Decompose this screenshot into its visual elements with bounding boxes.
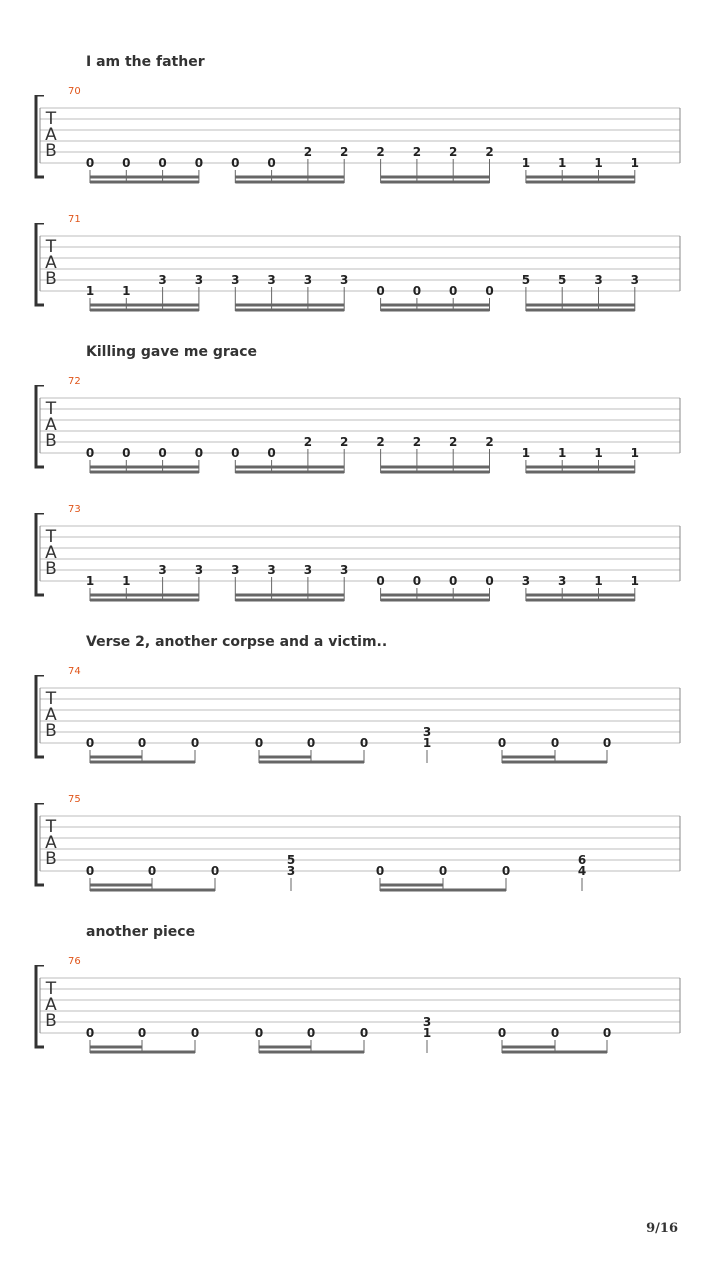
fret-number: 0 [85, 1026, 95, 1040]
fret-number: 3 [194, 273, 204, 287]
tab-clef-letter: B [45, 559, 57, 579]
fret-number: 0 [306, 736, 316, 750]
measure-number: 72 [68, 376, 81, 387]
fret-number: 0 [497, 736, 507, 750]
tab-clef-letter: B [45, 141, 57, 161]
fret-number: 0 [85, 736, 95, 750]
fret-number: 3 [422, 725, 432, 739]
fret-number: 3 [158, 563, 167, 577]
tab-staff [0, 513, 720, 613]
tab-staff [0, 95, 720, 195]
tab-clef-letter: A [45, 253, 57, 273]
fret-number: 0 [158, 446, 167, 460]
fret-number: 2 [303, 435, 313, 449]
fret-number: 2 [303, 145, 313, 159]
fret-number: 2 [412, 145, 422, 159]
fret-number: 2 [376, 435, 385, 449]
fret-number: 0 [85, 864, 95, 878]
fret-number: 3 [231, 273, 240, 287]
fret-number: 3 [340, 273, 349, 287]
fret-number: 1 [85, 284, 95, 298]
fret-number: 2 [485, 145, 494, 159]
tab-clef-letter: B [45, 721, 57, 741]
fret-number: 1 [422, 1026, 432, 1040]
fret-number: 2 [449, 435, 458, 449]
fret-number: 0 [194, 446, 204, 460]
fret-number: 0 [122, 446, 131, 460]
tab-clef-letter: T [45, 109, 57, 129]
fret-number: 0 [412, 574, 422, 588]
tab-staff-system [0, 513, 720, 613]
section-title: Killing gave me grace [86, 344, 257, 360]
tab-staff [0, 675, 720, 775]
fret-number: 0 [137, 736, 147, 750]
tab-clef-letter: A [45, 415, 57, 435]
fret-number: 0 [147, 864, 157, 878]
fret-number: 1 [122, 284, 131, 298]
measure-number: 70 [68, 86, 81, 97]
tab-staff [0, 803, 720, 903]
fret-number: 0 [550, 736, 560, 750]
fret-number: 0 [137, 1026, 147, 1040]
fret-number: 5 [558, 273, 567, 287]
fret-number: 3 [630, 273, 639, 287]
measure-number: 76 [68, 956, 81, 967]
fret-number: 3 [521, 574, 531, 588]
fret-number: 2 [340, 145, 349, 159]
fret-number: 0 [231, 156, 240, 170]
fret-number: 3 [594, 273, 603, 287]
fret-number: 1 [558, 446, 567, 460]
fret-number: 1 [594, 574, 603, 588]
tab-clef-letter: B [45, 1011, 57, 1031]
fret-number: 0 [190, 736, 200, 750]
fret-number: 0 [85, 446, 95, 460]
fret-number: 0 [497, 1026, 507, 1040]
page-number: 9/16 [646, 1221, 678, 1236]
fret-number: 2 [340, 435, 349, 449]
tab-staff-system [0, 803, 720, 903]
fret-number: 0 [550, 1026, 560, 1040]
fret-number: 0 [254, 736, 264, 750]
fret-number: 4 [577, 864, 587, 878]
measure-number: 73 [68, 504, 81, 515]
fret-number: 0 [85, 156, 95, 170]
tab-clef-letter: B [45, 849, 57, 869]
fret-number: 3 [558, 574, 567, 588]
section-title: another piece [86, 924, 196, 940]
tab-clef-letter: T [45, 527, 57, 547]
fret-number: 0 [438, 864, 448, 878]
tab-clef-letter: B [45, 269, 57, 289]
fret-number: 0 [306, 1026, 316, 1040]
fret-number: 0 [376, 284, 385, 298]
tab-staff [0, 385, 720, 485]
tab-clef-letter: T [45, 399, 57, 419]
fret-number: 3 [194, 563, 204, 577]
measure-number: 71 [68, 214, 81, 225]
fret-number: 3 [340, 563, 349, 577]
tab-staff-system [0, 95, 720, 195]
tab-staff-system [0, 965, 720, 1065]
fret-number: 0 [267, 446, 276, 460]
measure-number: 74 [68, 666, 81, 677]
fret-number: 1 [422, 736, 432, 750]
fret-number: 0 [449, 284, 458, 298]
tab-staff-system [0, 385, 720, 485]
tab-staff-system [0, 223, 720, 323]
fret-number: 0 [501, 864, 511, 878]
fret-number: 0 [359, 736, 369, 750]
fret-number: 6 [577, 853, 587, 867]
tab-clef-letter: A [45, 705, 57, 725]
fret-number: 1 [521, 446, 531, 460]
fret-number: 0 [359, 1026, 369, 1040]
fret-number: 0 [375, 864, 385, 878]
fret-number: 3 [422, 1015, 432, 1029]
fret-number: 3 [231, 563, 240, 577]
fret-number: 0 [485, 574, 494, 588]
fret-number: 0 [122, 156, 131, 170]
tab-clef-letter: B [45, 431, 57, 451]
fret-number: 0 [190, 1026, 200, 1040]
fret-number: 1 [85, 574, 95, 588]
tab-clef-letter: T [45, 689, 57, 709]
tab-staff-system [0, 675, 720, 775]
fret-number: 3 [286, 864, 296, 878]
fret-number: 3 [303, 563, 313, 577]
measure-number: 75 [68, 794, 81, 805]
fret-number: 5 [286, 853, 296, 867]
fret-number: 3 [303, 273, 313, 287]
fret-number: 5 [521, 273, 531, 287]
fret-number: 1 [594, 156, 603, 170]
fret-number: 0 [376, 574, 385, 588]
section-title: Verse 2, another corpse and a victim.. [86, 634, 388, 650]
fret-number: 0 [412, 284, 422, 298]
fret-number: 3 [158, 273, 167, 287]
tab-clef-letter: A [45, 543, 57, 563]
fret-number: 1 [594, 446, 603, 460]
tab-clef-letter: T [45, 237, 57, 257]
tab-clef-letter: T [45, 979, 57, 999]
fret-number: 0 [602, 1026, 612, 1040]
fret-number: 1 [122, 574, 131, 588]
tab-clef-letter: A [45, 125, 57, 145]
fret-number: 0 [231, 446, 240, 460]
fret-number: 0 [194, 156, 204, 170]
section-title: I am the father [86, 54, 205, 70]
fret-number: 0 [602, 736, 612, 750]
tab-clef-letter: T [45, 817, 57, 837]
fret-number: 2 [412, 435, 422, 449]
tab-staff [0, 223, 720, 323]
fret-number: 2 [376, 145, 385, 159]
fret-number: 1 [558, 156, 567, 170]
fret-number: 3 [267, 273, 276, 287]
fret-number: 1 [630, 446, 639, 460]
tab-clef-letter: A [45, 995, 57, 1015]
fret-number: 0 [254, 1026, 264, 1040]
tab-clef-letter: A [45, 833, 57, 853]
fret-number: 0 [158, 156, 167, 170]
fret-number: 2 [485, 435, 494, 449]
fret-number: 1 [630, 156, 639, 170]
fret-number: 3 [267, 563, 276, 577]
fret-number: 2 [449, 145, 458, 159]
fret-number: 0 [267, 156, 276, 170]
fret-number: 1 [521, 156, 531, 170]
fret-number: 0 [210, 864, 220, 878]
fret-number: 0 [449, 574, 458, 588]
fret-number: 1 [630, 574, 639, 588]
fret-number: 0 [485, 284, 494, 298]
tab-staff [0, 965, 720, 1065]
